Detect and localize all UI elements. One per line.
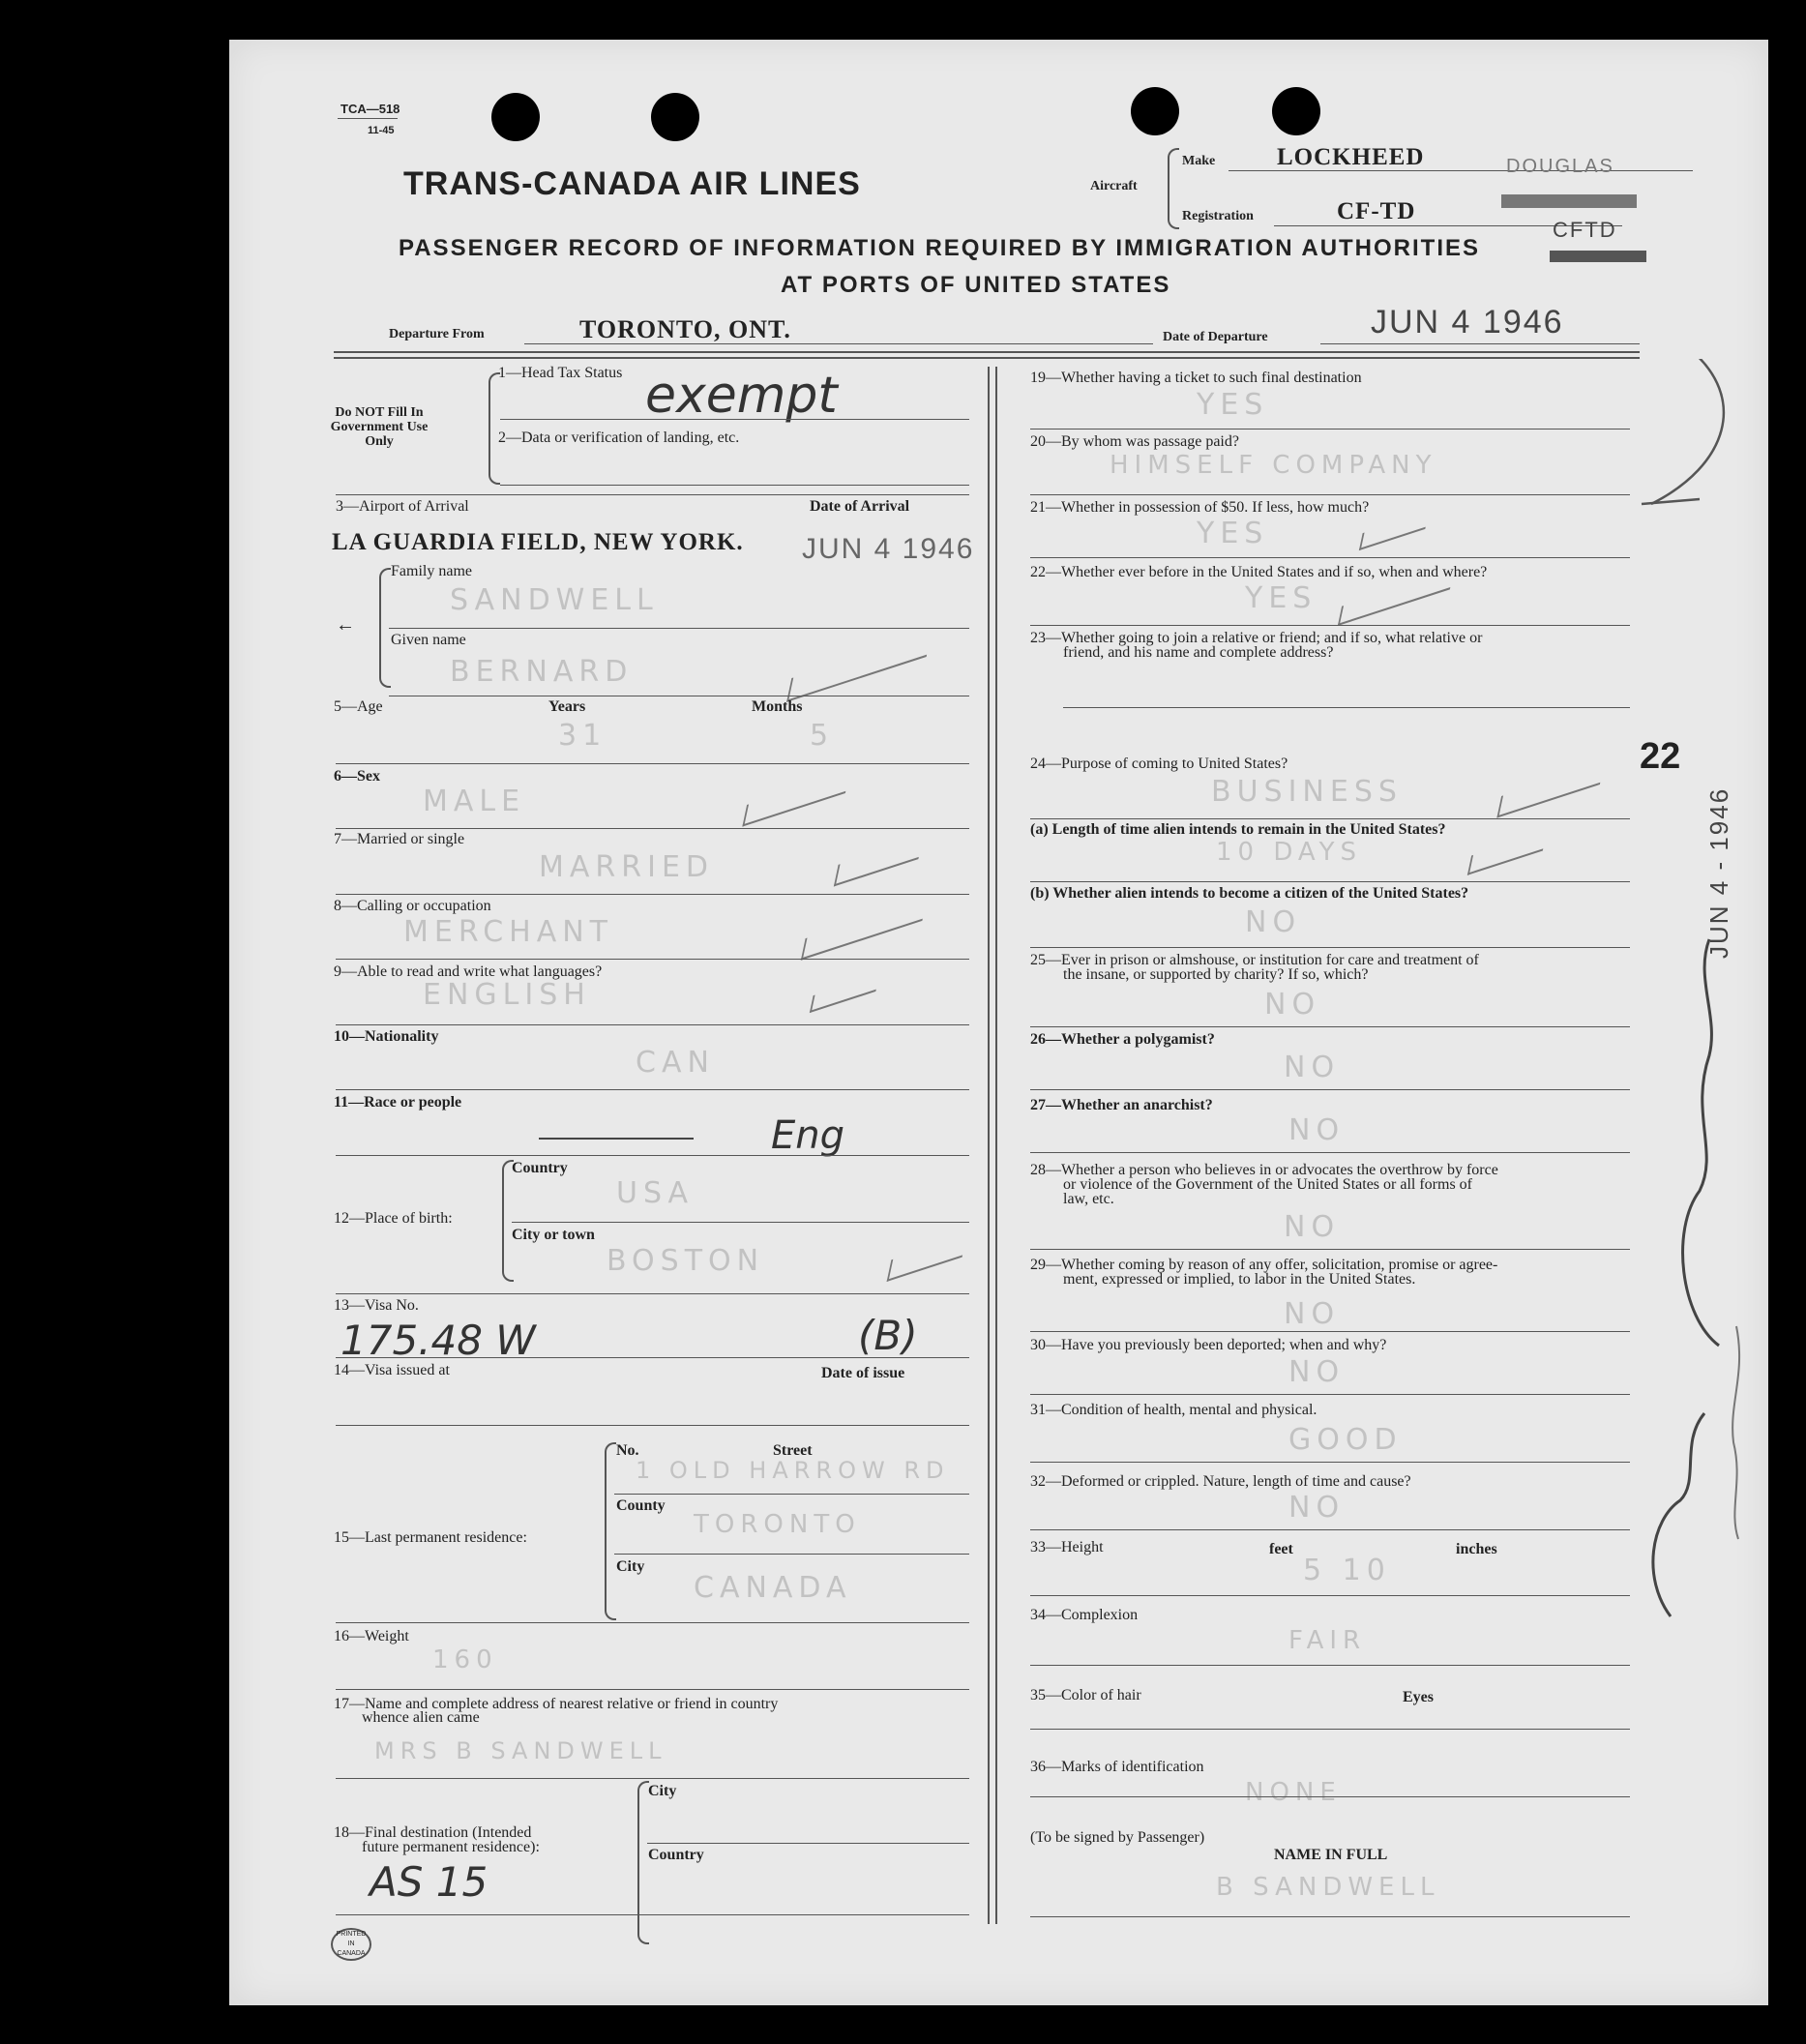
citizen-faint: NO <box>1245 905 1302 939</box>
county-faint: TORONTO <box>694 1510 861 1539</box>
subtitle-line-1: PASSENGER RECORD OF INFORMATION REQUIRED BY IMMIGRATION AUTHORITIES <box>399 235 1481 261</box>
q6-sex-label: 6—Sex <box>334 768 380 785</box>
q18-label-line1: 18—Final destination (Intended <box>334 1824 532 1841</box>
q33-height-label: 33—Height <box>1030 1539 1104 1555</box>
name-in-full-label: NAME IN FULL <box>1274 1847 1388 1863</box>
prison-faint: NO <box>1264 988 1321 1022</box>
q17-label-line1: 17—Name and complete address of nearest relative or friend in country <box>334 1696 779 1712</box>
departure-from-label: Departure From <box>389 327 485 341</box>
q4-arrow: ← <box>336 614 355 636</box>
street-faint: 1 OLD HARROW RD <box>636 1457 950 1484</box>
departure-from-value: TORONTO, ONT. <box>579 315 791 343</box>
q30-deported-label: 30—Have you previously been deported; when and why? <box>1030 1337 1387 1353</box>
city-label: City <box>616 1558 645 1575</box>
length-faint: 10 DAYS <box>1216 838 1363 867</box>
passage-faint: HIMSELF COMPANY <box>1110 451 1437 480</box>
registration-stamp: CFTD <box>1553 218 1617 242</box>
county-label: County <box>616 1497 666 1514</box>
q24-number: 22 <box>1640 736 1681 777</box>
q10-nationality-label: 10—Nationality <box>334 1028 439 1045</box>
q29-label-line2: ment, expressed or implied, to labor in the United States. <box>1063 1271 1416 1288</box>
check-mark <box>887 1235 967 1282</box>
eyes-label: Eyes <box>1403 1689 1434 1705</box>
weight-faint: 160 <box>432 1645 498 1674</box>
city-faint: CANADA <box>694 1571 852 1605</box>
given-name-label: Given name <box>391 632 466 648</box>
q16-weight-label: 16—Weight <box>334 1628 409 1644</box>
check-mark <box>810 974 879 1013</box>
q23-label-line2: friend, and his name and complete address? <box>1063 644 1334 661</box>
labor-faint: NO <box>1284 1297 1341 1331</box>
overthrow-faint: NO <box>1284 1210 1341 1244</box>
q28-label-line3: law, etc. <box>1063 1191 1114 1207</box>
subtitle-line-2: AT PORTS OF UNITED STATES <box>781 272 1171 298</box>
street-label: Street <box>773 1442 813 1459</box>
q34-complexion-label: 34—Complexion <box>1030 1607 1139 1623</box>
q13-visa-label: 13—Visa No. <box>334 1297 419 1314</box>
q26-polygamist-label: 26—Whether a polygamist? <box>1030 1031 1215 1048</box>
q1-head-tax-label: 1—Head Tax Status <box>498 365 623 381</box>
make-label: Make <box>1182 154 1216 168</box>
feet-label: feet <box>1269 1541 1293 1557</box>
birth-brace <box>502 1160 514 1282</box>
check-mark <box>1467 831 1547 875</box>
q5-age-label: 5—Age <box>334 698 383 715</box>
punch-hole <box>491 93 540 141</box>
q14-visa-issued-label: 14—Visa issued at <box>334 1362 450 1378</box>
form-revision: 11-45 <box>368 125 395 136</box>
nationality-faint: CAN <box>636 1046 715 1080</box>
aircraft-brace <box>1168 148 1179 229</box>
q12-birth-label: 12—Place of birth: <box>334 1210 453 1227</box>
registration-label: Registration <box>1182 209 1254 223</box>
q31-health-label: 31—Condition of health, mental and physical. <box>1030 1402 1317 1418</box>
q25-label-line2: the insane, or supported by charity? If so, which? <box>1063 966 1369 983</box>
q1-handwritten: exempt <box>645 367 838 425</box>
purpose-faint: BUSINESS <box>1211 775 1403 809</box>
before-faint: YES <box>1245 581 1317 615</box>
polygamist-faint: NO <box>1284 1051 1341 1084</box>
q15-residence-label: 15—Last permanent residence: <box>334 1529 527 1546</box>
destination-country-label: Country <box>648 1847 704 1863</box>
sex-faint: MALE <box>423 785 526 818</box>
q32-deformed-label: 32—Deformed or crippled. Nature, length of time and cause? <box>1030 1473 1411 1490</box>
passenger-record-form <box>229 40 1768 2005</box>
q2-landing-label: 2—Data or verification of landing, etc. <box>498 430 740 446</box>
q25-label-line1: 25—Ever in prison or almshouse, or institution for care and treatment of <box>1030 952 1479 968</box>
punch-hole <box>651 93 699 141</box>
make-value: LOCKHEED <box>1277 144 1425 170</box>
languages-faint: ENGLISH <box>423 978 591 1012</box>
arrival-date-stamp: JUN 4 1946 <box>802 533 975 565</box>
punch-hole <box>1272 87 1320 135</box>
ticket-faint: YES <box>1197 388 1269 422</box>
q13-handwritten: 175.48 W <box>340 1317 536 1364</box>
vertical-date-stamp: JUN 4 - 1946 <box>1704 786 1733 959</box>
birth-city-faint: BOSTON <box>607 1244 765 1278</box>
q24b-label: (b) Whether alien intends to become a citizen of the United States? <box>1030 885 1469 902</box>
given-name-faint: BERNARD <box>450 655 634 689</box>
deformed-faint: NO <box>1288 1491 1346 1525</box>
union-label-seal: PRINTED IN CANADA <box>331 1928 371 1961</box>
months-faint: 5 <box>810 719 835 753</box>
q28-label-line2: or violence of the Government of the United States or all forms of <box>1063 1176 1472 1193</box>
date-of-issue-label: Date of issue <box>821 1365 905 1381</box>
form-number: TCA—518 <box>340 102 400 116</box>
age-faint: 31 <box>558 719 607 753</box>
signed-by-passenger-label: (To be signed by Passenger) <box>1030 1829 1205 1846</box>
complexion-faint: FAIR <box>1288 1626 1367 1655</box>
redaction-bar <box>1550 251 1646 262</box>
q19-ticket-label: 19—Whether having a ticket to such final destination <box>1030 370 1362 386</box>
punch-hole <box>1131 87 1179 135</box>
years-label: Years <box>548 698 586 715</box>
anarchist-faint: NO <box>1288 1113 1346 1147</box>
deported-faint: NO <box>1288 1355 1346 1389</box>
q21-fifty-label: 21—Whether in possession of $50. If less, how much? <box>1030 499 1370 516</box>
q24a-label: (a) Length of time alien intends to remain in the United States? <box>1030 821 1446 838</box>
date-of-departure-stamp: JUN 4 1946 <box>1371 304 1564 341</box>
family-name-label: Family name <box>391 563 472 579</box>
signature-faint: B SANDWELL <box>1216 1873 1440 1902</box>
months-label: Months <box>752 698 803 715</box>
check-mark <box>1496 762 1604 817</box>
relative-faint: MRS B SANDWELL <box>374 1737 667 1764</box>
redaction-bar <box>1501 194 1637 208</box>
q20-passage-label: 20—By whom was passage paid? <box>1030 433 1239 450</box>
q9-languages-label: 9—Able to read and write what languages? <box>334 963 603 980</box>
family-name-faint: SANDWELL <box>450 583 659 617</box>
registration-value: CF-TD <box>1337 198 1416 224</box>
birth-country-faint: USA <box>616 1176 695 1210</box>
q18-handwritten: AS 15 <box>370 1858 489 1906</box>
destination-city-label: City <box>648 1783 677 1799</box>
q8-occupation-label: 8—Calling or occupation <box>334 898 491 914</box>
height-faint: 5 10 <box>1303 1554 1391 1587</box>
check-mark <box>1359 512 1429 550</box>
government-use-label: Do NOT Fill In Government Use Only <box>330 405 429 449</box>
city-or-town-label: City or town <box>512 1227 595 1243</box>
q27-anarchist-label: 27—Whether an anarchist? <box>1030 1097 1213 1113</box>
check-mark <box>786 633 932 702</box>
marks-faint: NONE <box>1245 1778 1342 1807</box>
q29-label-line1: 29—Whether coming by reason of any offer, solicitation, promise or agree- <box>1030 1257 1498 1273</box>
inches-label: inches <box>1456 1541 1497 1557</box>
q11-handwritten: Eng <box>771 1113 845 1158</box>
government-use-brace <box>489 372 500 485</box>
make-stamp: DOUGLAS <box>1506 156 1614 177</box>
q35-hair-label: 35—Color of hair <box>1030 1687 1141 1703</box>
q22-before-label: 22—Whether ever before in the United States and if so, when and where? <box>1030 564 1488 580</box>
check-mark <box>801 899 927 960</box>
aircraft-label: Aircraft <box>1090 179 1138 193</box>
q18-label-line2: future permanent residence): <box>362 1839 540 1855</box>
q36-marks-label: 36—Marks of identification <box>1030 1759 1204 1775</box>
occupation-faint: MERCHANT <box>403 915 613 949</box>
residence-brace <box>605 1442 616 1620</box>
check-mark <box>834 837 923 886</box>
q3-airport-label: 3—Airport of Arrival <box>336 498 469 515</box>
airline-name: TRANS-CANADA AIR LINES <box>403 165 861 202</box>
fifty-faint: YES <box>1197 517 1269 550</box>
q28-label-line1: 28—Whether a person who believes in or advocates the overthrow by force <box>1030 1162 1498 1178</box>
q13-handwritten-2: (B) <box>858 1312 918 1359</box>
married-faint: MARRIED <box>539 850 714 884</box>
q7-married-label: 7—Married or single <box>334 831 465 847</box>
check-mark <box>742 771 849 826</box>
no-label: No. <box>616 1442 639 1459</box>
q17-label-line2: whence alien came <box>362 1709 480 1726</box>
airport-value: LA GUARDIA FIELD, NEW YORK. <box>332 529 744 555</box>
country-label: Country <box>512 1160 568 1176</box>
q23-label-line1: 23—Whether going to join a relative or friend; and if so, what relative or <box>1030 630 1483 646</box>
q24-purpose-label: 24—Purpose of coming to United States? <box>1030 755 1288 772</box>
margin-handwriting <box>1613 359 1758 1762</box>
date-of-departure-label: Date of Departure <box>1163 330 1268 344</box>
date-of-arrival-label: Date of Arrival <box>810 498 910 515</box>
health-faint: GOOD <box>1288 1423 1403 1457</box>
q11-race-label: 11—Race or people <box>334 1094 462 1111</box>
